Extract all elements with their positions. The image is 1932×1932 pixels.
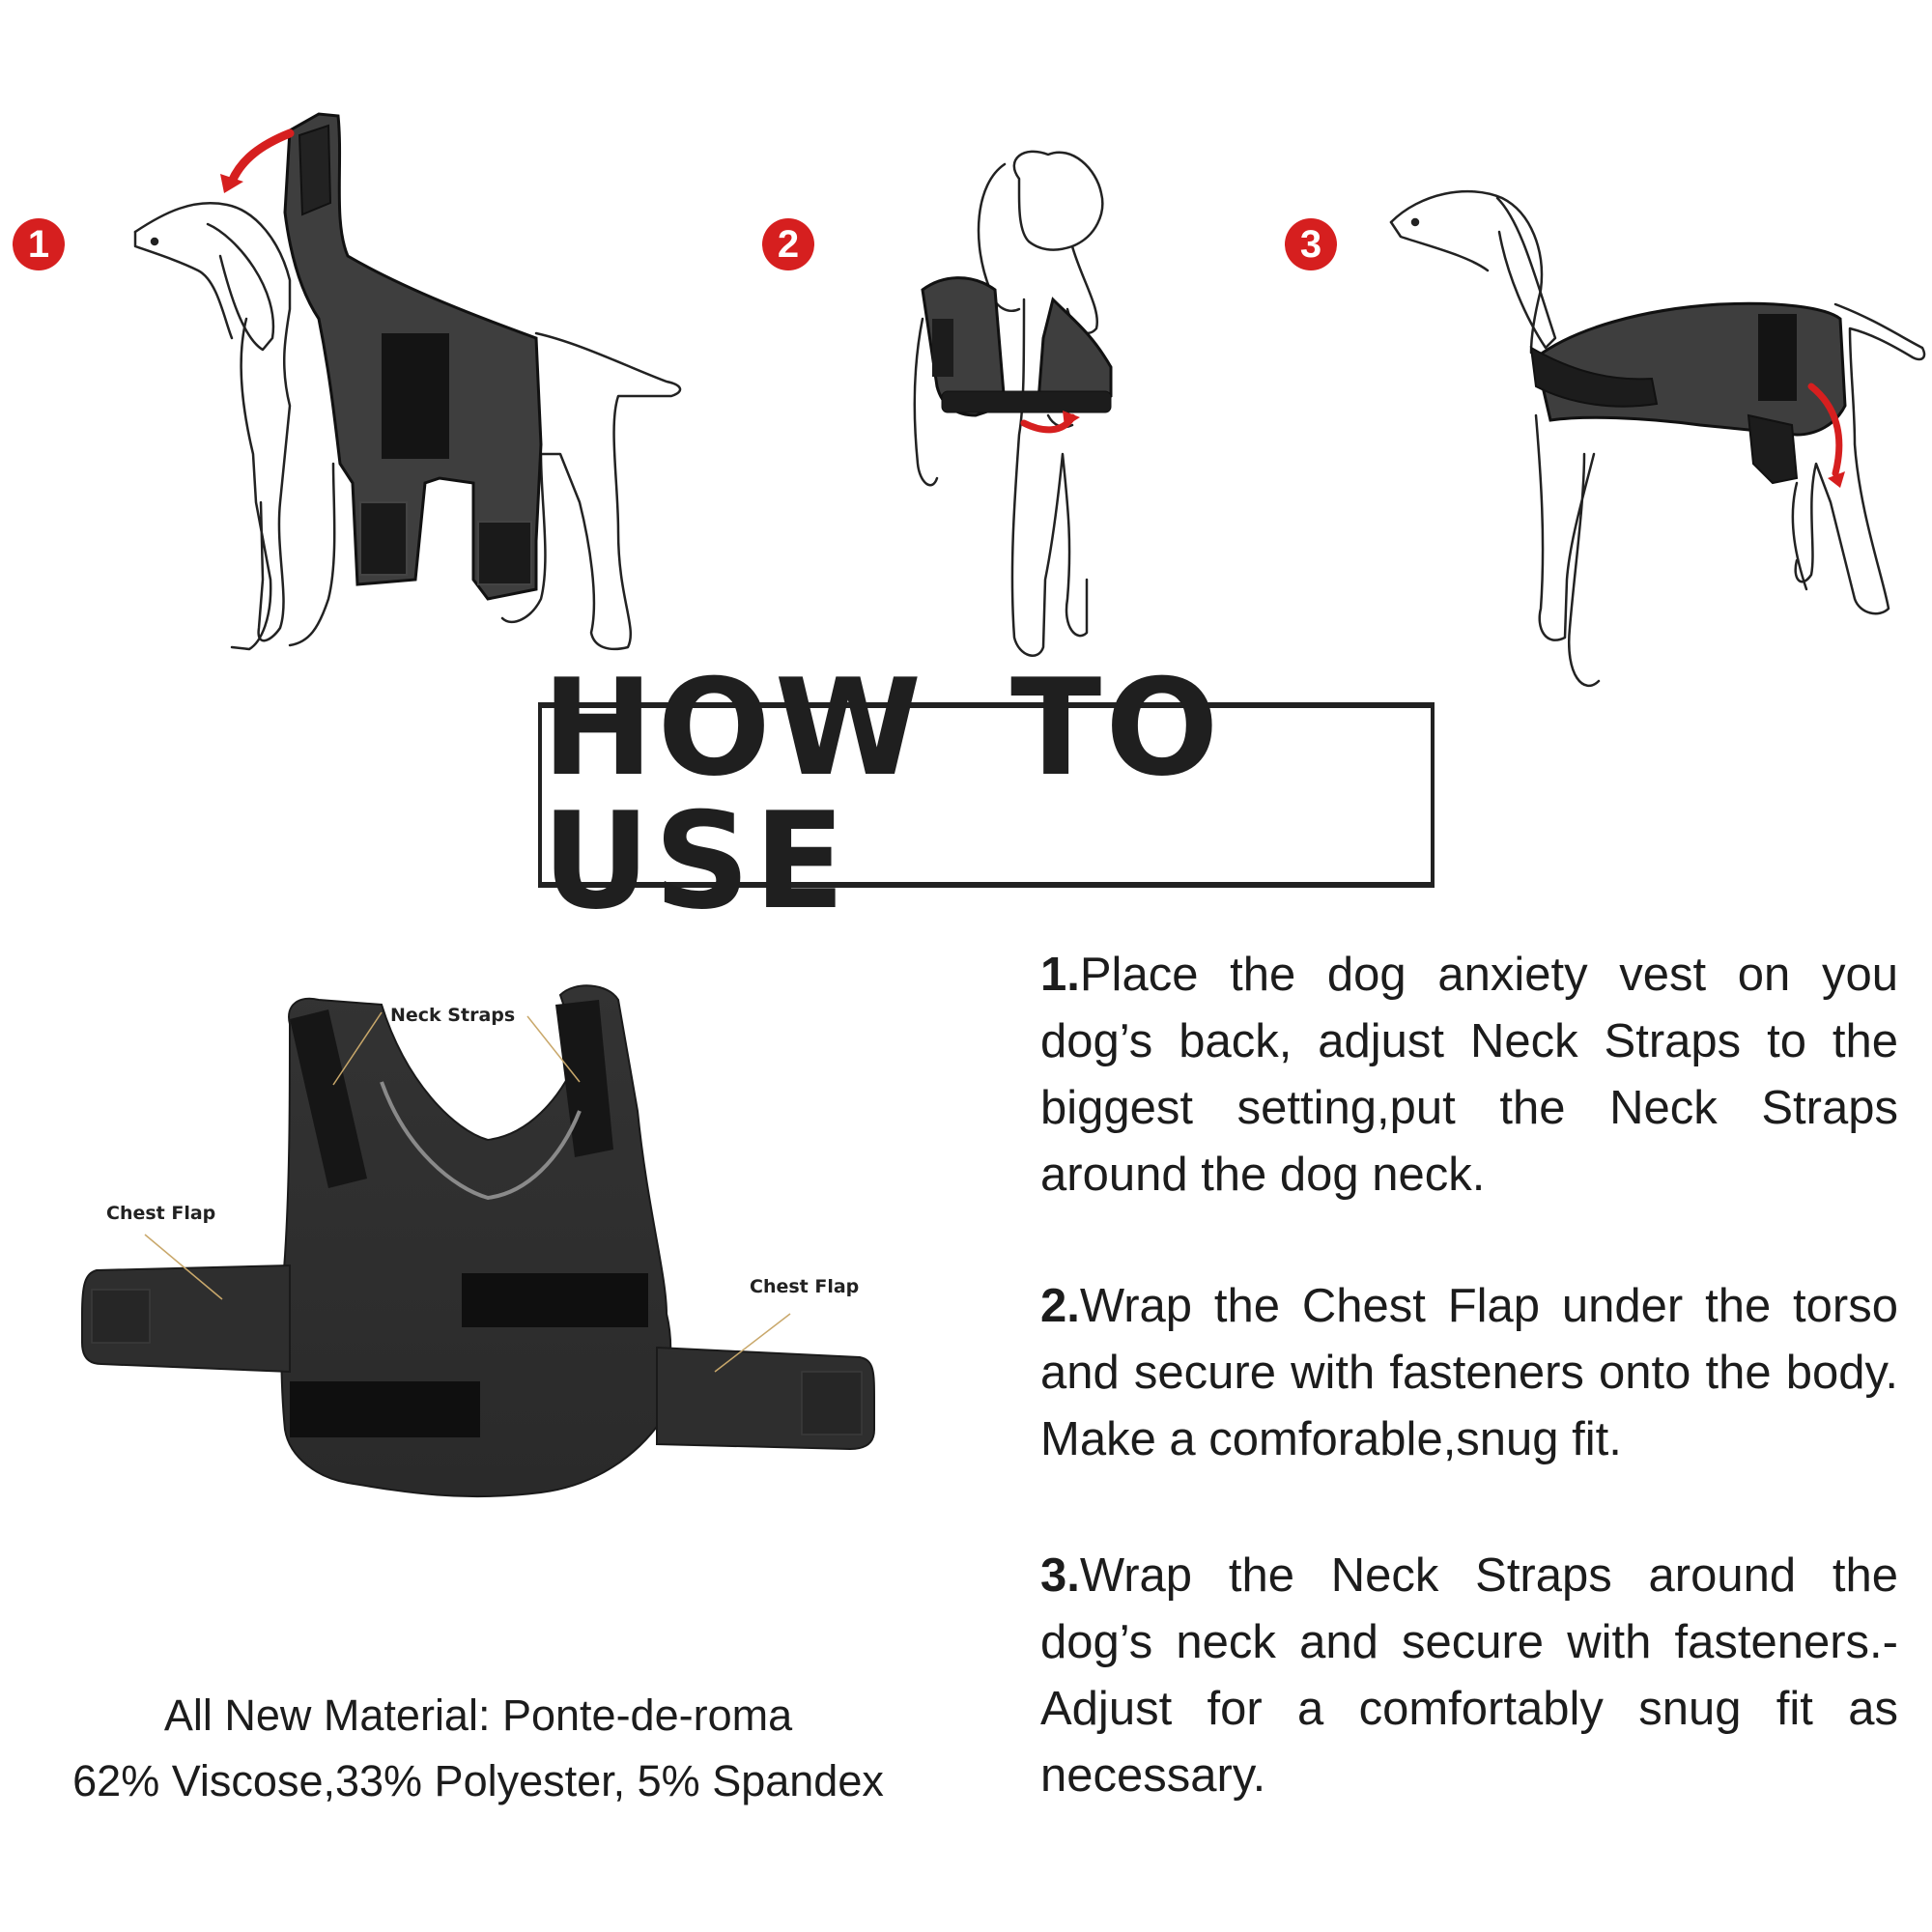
instruction-1 [1040, 942, 1898, 1208]
step-1-badge: 1 [13, 218, 65, 270]
instruction-3 [1040, 1543, 1898, 1809]
chest-flap-label-right: Chest Flap [750, 1276, 860, 1297]
chest-flap-label-left: Chest Flap [106, 1203, 216, 1224]
step-2-badge: 2 [762, 218, 814, 270]
material-line-2: 62% Viscose,33% Polyester, 5% Spandex [72, 1756, 884, 1805]
instruction-2 [1040, 1273, 1898, 1473]
instruction-1-text: Place the dog anxiety vest on you dog’s back, adjust Neck Straps to the biggest setting,put the Neck Straps around the dog neck. [1040, 949, 1898, 1201]
instruction-1-number: 1. [1040, 949, 1080, 1001]
instruction-3-number: 3. [1040, 1549, 1080, 1602]
instruction-2-text: Wrap the Chest Flap under the torso and secure with fasteners onto the body. Make a comforable,snug fit. [1040, 1280, 1898, 1465]
neck-straps-label: Neck Straps [390, 1005, 516, 1026]
material-line-1: All New Material: Ponte-de-roma [163, 1690, 793, 1740]
page-title: HOW TO USE [542, 650, 1223, 939]
step-3-badge: 3 [1285, 218, 1337, 270]
instruction-3-text: Wrap the Neck Straps around the dog’s neck and secure with fasteners.- Adjust for a comfortably snug fit as necessary. [1040, 1549, 1898, 1802]
instruction-2-number: 2. [1040, 1280, 1080, 1332]
